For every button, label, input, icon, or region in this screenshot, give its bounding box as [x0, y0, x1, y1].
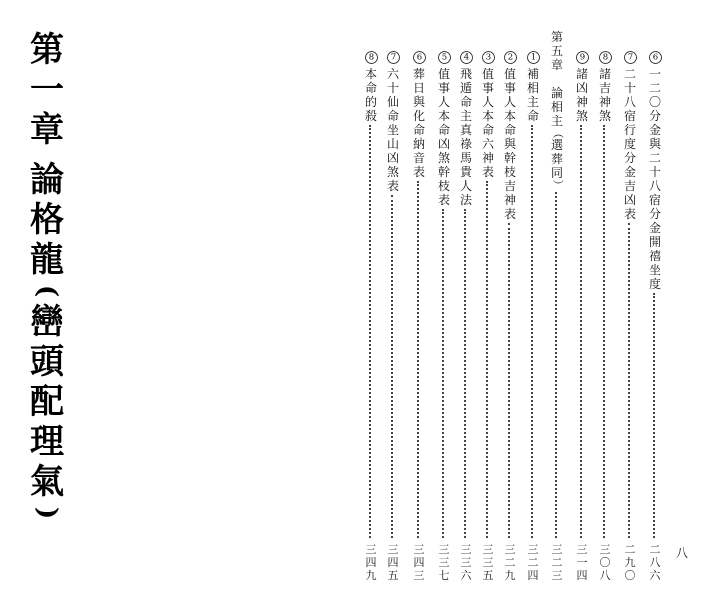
toc-entry-number: 7 — [624, 51, 637, 64]
toc-leader-dots — [391, 195, 395, 538]
toc-entry-number: 8 — [599, 51, 612, 64]
toc-page-number: 三 四 九 — [365, 543, 377, 582]
toc-entry[interactable] — [361, 50, 381, 538]
toc-entry-number: 6 — [649, 51, 662, 64]
toc-leader-dots — [417, 181, 421, 538]
toc-entry-title: 值 事 人 本 命 凶 煞 幹 枝 表 — [437, 67, 450, 207]
toc-entry-title: 二 十 八 宿 行 度 分 金 吉 凶 表 — [623, 67, 636, 221]
toc-entry[interactable] — [620, 50, 640, 538]
toc-entry[interactable] — [383, 50, 403, 538]
toc-page-number: 三 三 五 — [482, 543, 494, 582]
toc-entry-number: 9 — [576, 51, 589, 64]
toc-leader-dots — [628, 223, 632, 538]
toc-entry[interactable] — [478, 50, 498, 538]
toc-leader-dots — [531, 125, 535, 538]
chapter-title — [22, 160, 72, 524]
toc-page-number: 三 二 九 — [504, 543, 516, 582]
toc-page-number: 三 四 三 — [413, 543, 425, 582]
toc-entry-title: 一 二 〇 分 金 與 二 十 八 宿 分 金 開 禧 坐 度 — [648, 67, 661, 291]
toc-page-number: 三 三 七 — [438, 543, 450, 582]
toc-entry[interactable] — [456, 50, 476, 538]
toc-entry[interactable] — [572, 50, 592, 538]
toc-entry-title: 值 事 人 本 命 與 幹 枝 吉 神 表 — [503, 67, 516, 221]
toc-leader-dots — [603, 125, 607, 538]
toc-leader-dots — [580, 125, 584, 538]
toc-page-number: 三 四 五 — [387, 543, 399, 582]
chapter-title-text: 論 格 龍 ( 巒 頭 配 理 氣 ) — [30, 160, 64, 520]
toc-entry-title: 六 十 仙 命 坐 山 凶 煞 表 — [386, 67, 399, 193]
chapter-number-text: 第 一 章 — [30, 30, 64, 150]
page-folio: 八 — [676, 546, 689, 560]
toc-entry-number: 3 — [482, 51, 495, 64]
toc-entry-title: 本 命 的 殺 — [364, 67, 377, 123]
toc-entry-title: 葬 日 與 化 命 納 音 表 — [412, 67, 425, 179]
toc-entry[interactable] — [523, 50, 543, 538]
toc-entry[interactable] — [434, 50, 454, 538]
toc-page-number: 三 三 六 — [460, 543, 472, 582]
toc-leader-dots — [486, 181, 490, 538]
toc-entry-title: 諸 凶 神 煞 — [575, 67, 588, 123]
toc-entry-number: 5 — [438, 51, 451, 64]
toc-page-number: 三 二 三 — [551, 543, 563, 582]
toc-leader-dots — [555, 192, 559, 538]
toc-entry[interactable] — [409, 50, 429, 538]
toc-entry-number: 7 — [387, 51, 400, 64]
toc-entry-title: 補 相 主 命 — [526, 67, 539, 123]
toc-leader-dots — [464, 209, 468, 538]
toc-page-number: 二 九 〇 — [624, 543, 636, 582]
toc-page-number: 三 〇 八 — [599, 543, 611, 582]
toc-leader-dots — [369, 125, 373, 538]
toc-entry[interactable] — [645, 50, 665, 538]
toc-entry-title: 飛 遁 命 主 真 祿 馬 貴 人 法 — [459, 67, 472, 207]
toc-entry-number: 1 — [527, 51, 540, 64]
toc-entry-number: 6 — [413, 51, 426, 64]
toc-leader-dots — [442, 209, 446, 538]
toc-entry-title: 值 事 人 本 命 六 神 表 — [481, 67, 494, 179]
toc-entry-title: 第 五 章 論 相 主 （ 選 葬 同 ） — [550, 30, 564, 191]
toc-entry-number: 2 — [504, 51, 517, 64]
toc-entry-title: 諸 吉 神 煞 — [598, 67, 611, 123]
toc-page-number: 二 八 六 — [649, 543, 661, 582]
toc-entry[interactable] — [547, 30, 567, 538]
toc-entry[interactable] — [595, 50, 615, 538]
toc-page-number: 三 二 四 — [527, 543, 539, 582]
toc-leader-dots — [508, 223, 512, 538]
toc-entry[interactable] — [500, 50, 520, 538]
toc-entry-number: 4 — [460, 51, 473, 64]
toc-leader-dots — [653, 293, 657, 538]
chapter-number — [22, 30, 72, 150]
toc-entry-number: 8 — [365, 51, 378, 64]
toc-page-number: 三 一 四 — [576, 543, 588, 582]
